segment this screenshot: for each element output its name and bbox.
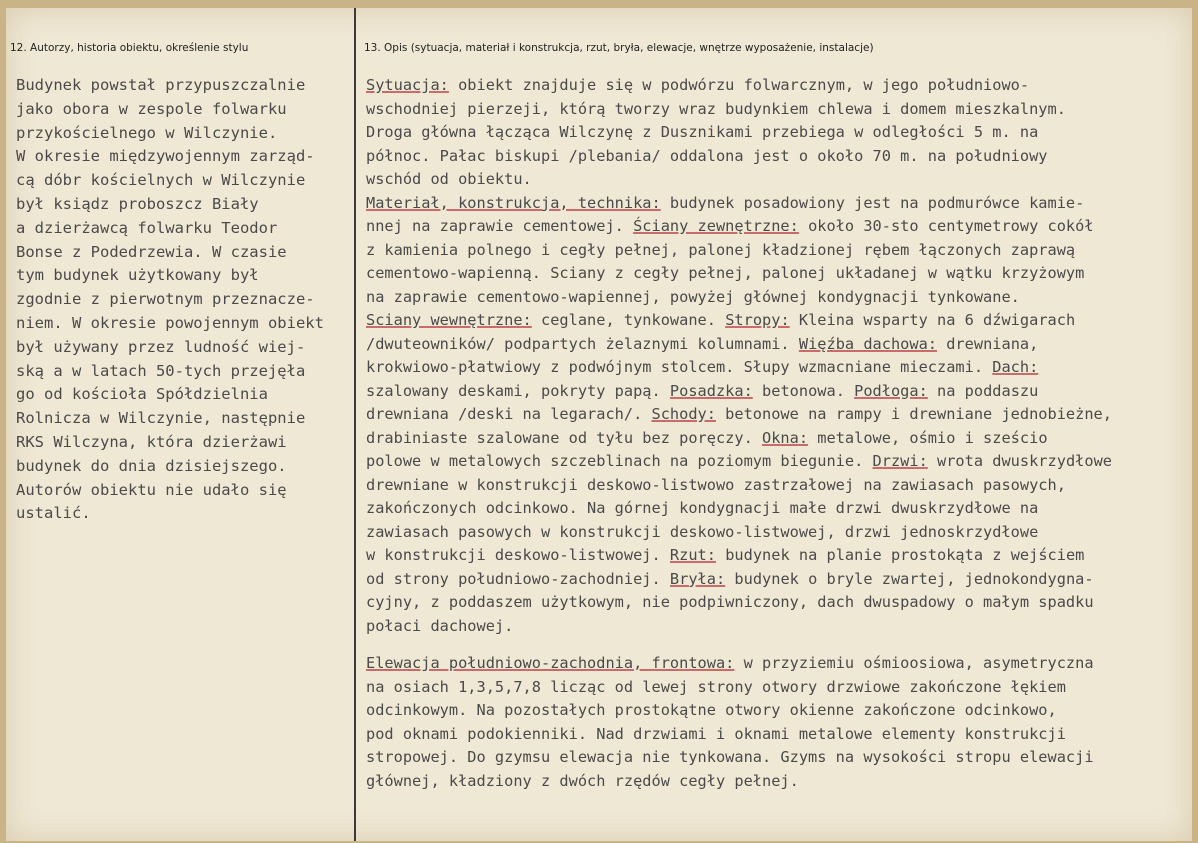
- description-line: [366, 521, 1156, 545]
- description-line: [366, 544, 1156, 568]
- description-line: [366, 239, 1156, 263]
- description-text: budynek na planie prostokąta z wejściem: [715, 546, 1085, 564]
- description-line: [366, 652, 1156, 676]
- description-text: betonowe na rampy i drewniane jednobieżne,: [715, 405, 1112, 423]
- section-label: Więźba dachowa:: [798, 334, 938, 353]
- section-label: Posadzka:: [669, 381, 753, 400]
- description-text: metalowe, ośmio i sześcio: [808, 428, 1048, 447]
- description-text: odcinkowym. Na pozostałych prostokątne otwory okienne zakończone odcinkowo,: [366, 701, 1057, 719]
- history-line: RKS Wilczyna, która dzierżawi: [16, 432, 287, 451]
- description-text: około 30-sto centymetrowy cokół: [798, 217, 1094, 235]
- description-text: zawiasach pasowych w konstrukcji deskowo-listwowej, drzwi jednoskrzydłowe: [366, 522, 1039, 541]
- history-line: ską a w latach 50-tych przejęła: [16, 361, 306, 380]
- section-label: Sciany wewnętrzne:: [366, 311, 532, 329]
- description-text-column: [366, 74, 1156, 793]
- description-line: [366, 770, 1156, 794]
- description-line: [366, 450, 1156, 474]
- description-text: drabiniaste szalowane od tyłu bez poręczy.: [366, 428, 763, 447]
- description-line: [366, 676, 1156, 700]
- description-text: wschodniej pierzeji, którą tworzy wraz budynkiem chlewa i domem mieszkalnym.: [366, 99, 1066, 118]
- description-text: polowe w metalowych szczeblinach na poziomym biegunie.: [366, 452, 873, 470]
- description-text: krokwiowo-płatwiowy z podwójnym stolcem. Słupy wzmacniane mieczami.: [366, 358, 993, 376]
- paragraph-gap: [366, 638, 1156, 652]
- section-label: Drzwi:: [872, 452, 928, 470]
- section-label: Schody:: [651, 405, 716, 423]
- section-label: Elewacja południowo-zachodnia, frontowa:: [366, 654, 735, 672]
- description-text: drewniana /deski na legarach/.: [366, 405, 652, 423]
- section-label: Rzut:: [669, 546, 716, 564]
- description-text: głównej, kładziony z dwóch rzędów cegły pełnej.: [366, 771, 799, 790]
- description-line: [366, 74, 1156, 98]
- history-line: przykościelnego w Wilczynie.: [16, 123, 278, 142]
- history-line: budynek do dnia dzisiejszego.: [16, 456, 287, 475]
- description-text: betonowa.: [752, 381, 855, 400]
- description-text: połaci dachowej.: [366, 616, 514, 635]
- section-label: Materiał, konstrukcja, technika:: [366, 193, 661, 212]
- history-line: a dzierżawcą folwarku Teodor: [16, 218, 278, 237]
- description-line: [366, 262, 1156, 286]
- header-description: 13. Opis (sytuacja, materiał i konstrukcja, rzut, bryła, elewacje, wnętrze wyposażenie, instalacje): [364, 42, 874, 54]
- description-line: [366, 309, 1156, 333]
- description-text: na zaprawie cementowo-wapiennej, powyżej głównej kondygnacji tynkowane.: [366, 287, 1020, 306]
- description-line: [366, 427, 1156, 451]
- description-text: z kamienia polnego i cegły pełnej, palonej kładzionej rębem łączonych zaprawą: [366, 240, 1076, 259]
- section-label: Ściany zewnętrzne:: [633, 217, 799, 235]
- section-label: Okna:: [762, 428, 809, 447]
- description-text: w konstrukcji deskowo-listwowej.: [366, 546, 670, 564]
- description-line: [366, 192, 1156, 216]
- description-text: wschód od obiektu.: [366, 170, 532, 188]
- history-line: Budynek powstał przypuszczalnie: [16, 76, 306, 94]
- description-line: [366, 121, 1156, 145]
- description-line: [366, 380, 1156, 404]
- description-text: cementowo-wapienną. Sciany z cegły pełnej, palonej układanej w wątku krzyżowym: [366, 264, 1085, 282]
- description-text: budynek posadowiony jest na podmurówce kamie-: [660, 193, 1085, 212]
- description-line: [366, 286, 1156, 310]
- description-line: [366, 333, 1156, 357]
- history-line: tym budynek użytkowany był: [16, 266, 259, 285]
- description-line: [366, 615, 1156, 639]
- description-text: budynek o bryle zwartej, jednokondygna-: [725, 569, 1094, 588]
- description-line: [366, 356, 1156, 380]
- description-line: [366, 403, 1156, 427]
- column-divider: [354, 8, 356, 841]
- section-label: Bryła:: [669, 569, 726, 588]
- history-line: niem. W okresie powojennym obiekt: [16, 313, 324, 332]
- history-line: zgodnie z pierwotnym przeznacze-: [16, 290, 315, 309]
- history-line: Autorów obiektu nie udało się: [16, 480, 287, 499]
- description-line: [366, 497, 1156, 521]
- description-line: [366, 746, 1156, 770]
- description-text: stropowej. Do gzymsu elewacja nie tynkowana. Gzyms na wysokości stropu elewacji: [366, 748, 1094, 766]
- description-line: [366, 98, 1156, 122]
- description-text: w przyziemiu ośmioosiowa, asymetryczna: [734, 654, 1094, 672]
- description-text: cyjny, z poddaszem użytkowym, nie podpiwniczony, dach dwuspadowy o małym spadku: [366, 593, 1094, 611]
- section-label: Stropy:: [725, 311, 790, 329]
- description-line: [366, 215, 1156, 239]
- history-line: był ksiądz proboszcz Biały: [16, 194, 259, 213]
- description-line: [366, 568, 1156, 592]
- description-text: /dwuteowników/ podpartych żelaznymi kolumnami.: [366, 334, 799, 353]
- description-line: [366, 723, 1156, 747]
- description-text: od strony południowo-zachodniej.: [366, 569, 670, 588]
- description-line: [366, 168, 1156, 192]
- description-text: Droga główna łącząca Wilczynę z Dusznikami przebiega w odległości 5 m. na: [366, 123, 1039, 141]
- description-text: szalowany deskami, pokryty papą.: [366, 381, 670, 400]
- history-line: był używany przez ludność wiej-: [16, 337, 306, 356]
- description-text: zakończonych odcinkowo. Na górnej kondygnacji małe drzwi dwuskrzydłowe na: [366, 499, 1039, 517]
- description-text: na poddaszu: [927, 381, 1039, 400]
- history-line: ustalić.: [16, 504, 91, 523]
- description-text: ceglane, tynkowane.: [531, 311, 726, 329]
- section-label: Sytuacja:: [366, 76, 449, 94]
- history-line: Bonse z Podedrzewia. W czasie: [16, 242, 287, 261]
- history-line: go od kościoła Spółdzielnia: [16, 385, 268, 404]
- description-text: pod oknami podokienniki. Nad drzwiami i oknami metalowe elementy konstrukcji: [366, 724, 1066, 743]
- description-text: drewniane w konstrukcji deskowo-listwowo zastrzałowej na zawiasach pasowych,: [366, 475, 1066, 494]
- history-line: jako obora w zespole folwarku: [16, 99, 287, 118]
- description-line: [366, 699, 1156, 723]
- description-text: wrota dwuskrzydłowe: [927, 452, 1112, 470]
- description-text: drewniana,: [937, 334, 1039, 353]
- description-text: północ. Pałac biskupi /plebania/ oddalona jest o około 70 m. na południowy: [366, 146, 1048, 165]
- description-text: na osiach 1,3,5,7,8 licząc od lewej strony otwory drzwiowe zakończone łękiem: [366, 677, 1066, 696]
- history-text-column: [16, 74, 352, 526]
- history-line: cą dóbr kościelnych w Wilczynie: [16, 171, 306, 190]
- section-label: Podłoga:: [854, 381, 928, 400]
- section-label: Dach:: [992, 358, 1039, 376]
- description-line: [366, 145, 1156, 169]
- description-text: nnej na zaprawie cementowej.: [366, 217, 634, 235]
- description-text: obiekt znajduje się w podwórzu folwarcznym, w jego południowo-: [448, 76, 1030, 94]
- description-text: Kleina wsparty na 6 dźwigarach: [789, 311, 1076, 329]
- header-authors-history: 12. Autorzy, historia obiektu, określenie stylu: [10, 42, 249, 54]
- history-line: Rolnicza w Wilczynie, następnie: [16, 409, 306, 428]
- description-line: [366, 474, 1156, 498]
- history-line: W okresie międzywojennym zarząd-: [16, 147, 315, 166]
- document-sheet: [6, 8, 1192, 841]
- description-line: [366, 591, 1156, 615]
